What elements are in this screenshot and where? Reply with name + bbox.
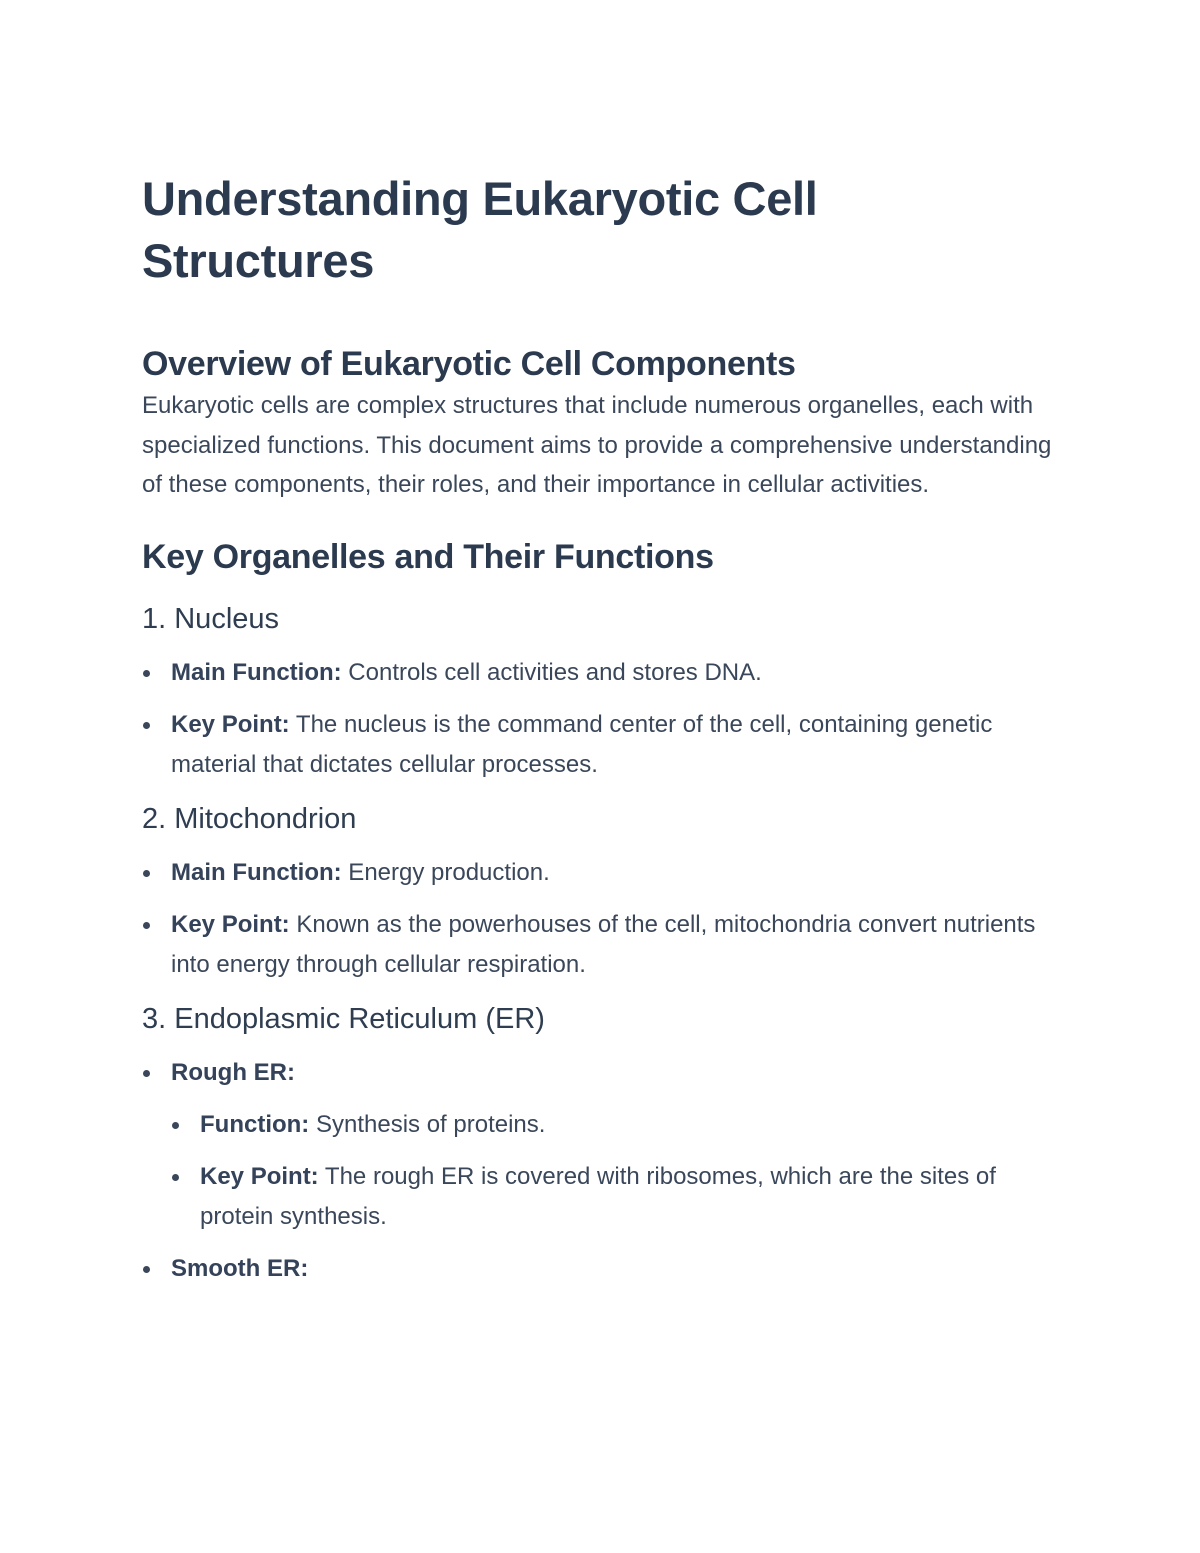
bullet-icon <box>143 1070 150 1077</box>
rough-er-sublist <box>171 1105 1062 1237</box>
organelles-heading: Key Organelles and Their Functions <box>142 537 714 576</box>
bullet-icon <box>143 922 150 929</box>
mitochondrion-heading: 2. Mitochondrion <box>142 802 357 835</box>
list-item <box>171 1105 1062 1145</box>
er-list <box>142 1053 1062 1289</box>
list-item <box>142 653 1062 693</box>
bullet-icon <box>172 1174 179 1181</box>
list-item <box>171 1157 1062 1237</box>
item-label: Key Point: <box>200 1162 319 1190</box>
mitochondrion-list <box>142 853 1062 985</box>
overview-paragraph: Eukaryotic cells are complex structures that include numerous organelles, each with specialized functions. This document aims to provide a comprehensive understanding of these components, their roles, and their importance in cellular activities. <box>142 392 1052 498</box>
item-label: Rough ER: <box>171 1058 295 1086</box>
item-text: Energy production. <box>341 858 550 886</box>
er-heading: 3. Endoplasmic Reticulum (ER) <box>142 1002 545 1035</box>
list-item <box>142 1249 1062 1289</box>
item-label: Function: <box>200 1110 310 1138</box>
nucleus-list <box>142 653 1062 785</box>
item-text: Controls cell activities and stores DNA. <box>341 658 762 686</box>
list-item <box>142 853 1062 893</box>
bullet-icon <box>143 722 150 729</box>
item-label: Main Function: <box>171 658 342 686</box>
bullet-icon <box>143 1266 150 1273</box>
item-text: Known as the powerhouses of the cell, mitochondria convert nutrients into energy through cellular respiration. <box>171 910 1036 978</box>
item-text: The rough ER is covered with ribosomes, which are the sites of protein synthesis. <box>200 1162 996 1230</box>
bullet-icon <box>143 870 150 877</box>
item-text: The nucleus is the command center of the cell, containing genetic material that dictates cellular processes. <box>171 710 993 778</box>
item-label: Key Point: <box>171 910 290 938</box>
document-page <box>142 168 1062 1289</box>
item-label: Smooth ER: <box>171 1254 309 1282</box>
nucleus-heading: 1. Nucleus <box>142 602 280 635</box>
item-text: Synthesis of proteins. <box>309 1110 546 1138</box>
overview-heading: Overview of Eukaryotic Cell Components <box>142 345 796 383</box>
item-label: Main Function: <box>171 858 342 886</box>
document-title: Understanding Eukaryotic Cell Structures <box>142 172 818 287</box>
list-item <box>142 705 1062 785</box>
item-label: Key Point: <box>171 710 290 738</box>
list-item <box>142 1053 1062 1237</box>
bullet-icon <box>172 1122 179 1129</box>
list-item <box>142 905 1062 985</box>
bullet-icon <box>143 670 150 677</box>
